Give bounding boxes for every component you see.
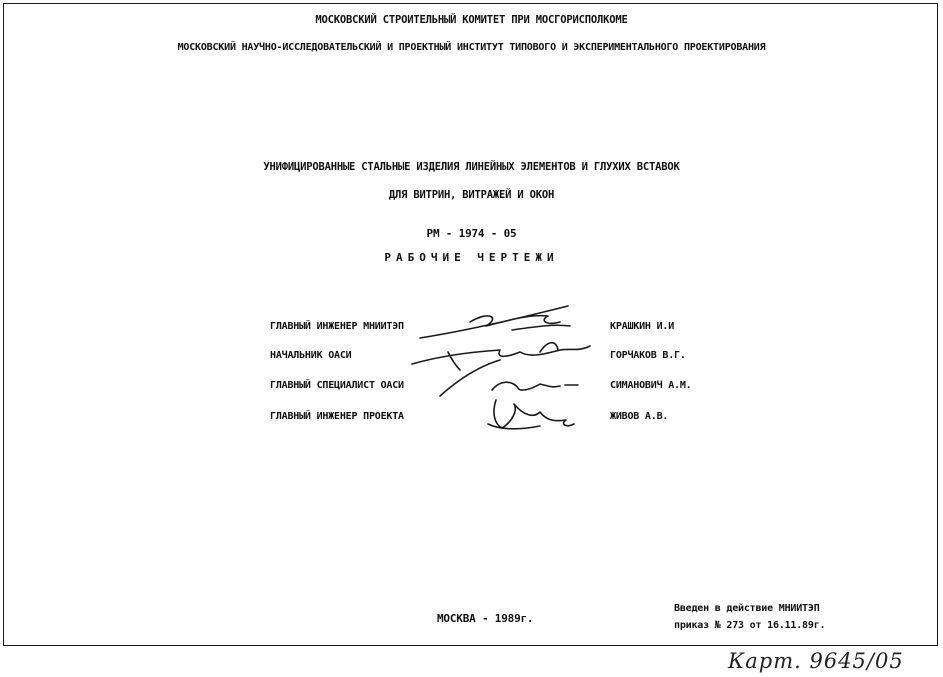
signatory-role-3: ГЛАВНЫЙ СПЕЦИАЛИСТ ОАСИ [270, 380, 404, 391]
signatory-name-3: СИМАНОВИЧ А.М. [610, 380, 692, 391]
signatory-role-1: ГЛАВНЫЙ ИНЖЕНЕР МНИИТЭП [270, 321, 404, 332]
org-line-2: МОСКОВСКИЙ НАУЧНО-ИССЛЕДОВАТЕЛЬСКИЙ И ПРОЕКТНЫЙ ИНСТИТУТ ТИПОВОГО И ЭКСПЕРИМЕНТАЛЬНОГО ПРОЕКТИРОВАНИЯ [177, 42, 766, 53]
signatory-name-4: ЖИВОВ А.В. [610, 411, 669, 422]
signatory-name-2: ГОРЧАКОВ В.Г. [610, 350, 686, 361]
signatory-role-2: НАЧАЛЬНИК ОАСИ [270, 350, 352, 361]
signature-3 [440, 360, 578, 396]
order-line-2: приказ № 273 от 16.11.89г. [674, 620, 826, 631]
signature-4 [488, 400, 574, 429]
signature-1 [420, 306, 570, 338]
org-line-1: МОСКОВСКИЙ СТРОИТЕЛЬНЫЙ КОМИТЕТ ПРИ МОСГОРИСПОЛКОМЕ [315, 14, 628, 26]
city-year: МОСКВА - 1989г. [437, 612, 534, 625]
card-note: Карт. 9645/05 [728, 649, 904, 673]
order-line-1: Введен в действие МНИИТЭП [674, 603, 820, 614]
title-line-2: ДЛЯ ВИТРИН, ВИТРАЖЕЙ И ОКОН [388, 189, 555, 201]
document-type: РАБОЧИЕ ЧЕРТЕЖИ [384, 251, 559, 264]
title-line-1: УНИФИЦИРОВАННЫЕ СТАЛЬНЫЕ ИЗДЕЛИЯ ЛИНЕЙНЫХ ЭЛЕМЕНТОВ И ГЛУХИХ ВСТАВОК [263, 161, 680, 173]
signatory-name-1: КРАШКИН И.И [610, 321, 675, 332]
document-code: РМ - 1974 - 05 [426, 227, 517, 240]
signature-2 [412, 343, 590, 370]
signatory-role-4: ГЛАВНЫЙ ИНЖЕНЕР ПРОЕКТА [270, 411, 404, 422]
